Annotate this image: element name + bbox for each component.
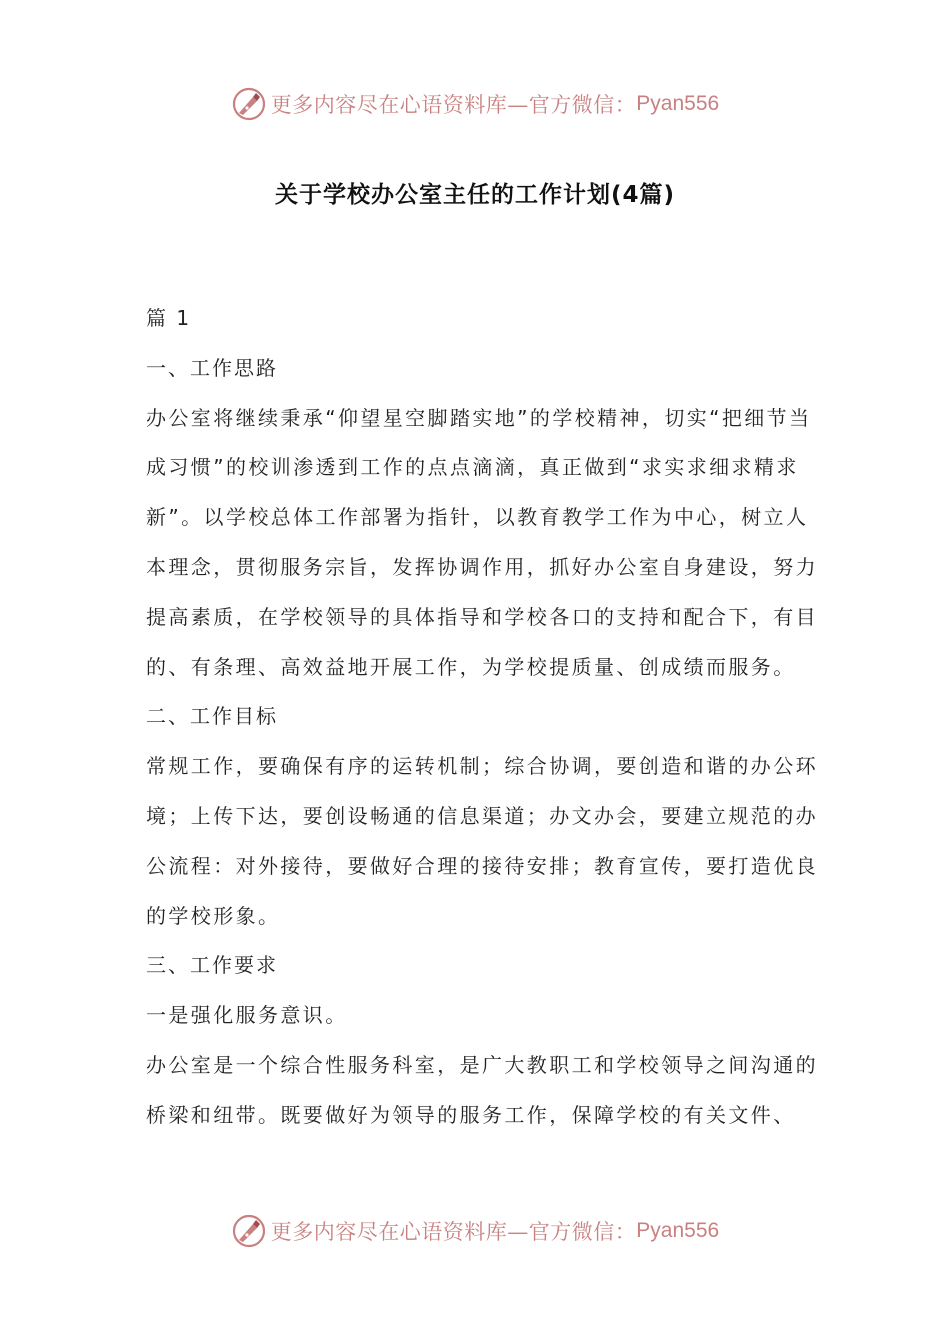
pen-nib-logo-icon: [231, 86, 267, 122]
banner-text: 更多内容尽在心语资料库—官方微信：: [270, 93, 637, 117]
section-1-heading: 一、工作思路: [146, 355, 278, 380]
part-label: 篇 1: [146, 306, 192, 330]
section-3-subheading-1: 一是强化服务意识。: [146, 1003, 348, 1028]
section-1-paragraph: 办公室将继续秉承“仰望星空脚踏实地”的学校精神，切实“把细节当成习惯”的校训渗透到工作的点点滴滴，真正做到“求实求细求精求新”。以学校总体工作部署为指针，以教育教学工作为中心，树立人本理念，贯彻服务宗旨，发挥协调作用，抓好办公室自身建设，努力提高素质，在学校领导的具体指导和学校各口的支持和配合下，有目的、有条理、高效益地开展工作，为学校提质量、创成绩而服务。: [146, 405, 818, 679]
section-2-paragraph: 常规工作，要确保有序的运转机制；综合协调，要创造和谐的办公环境；上传下达，要创设畅通的信息渠道；办文办会，要建立规范的办公流程：对外接待，要做好合理的接待安排；教育宣传，要打造优良的学校形象。: [146, 754, 818, 928]
banner-wechat-id: Pyan556: [636, 92, 720, 115]
section-3-heading: 三、工作要求: [146, 953, 278, 978]
banner-wechat-id: Pyan556: [636, 1219, 720, 1242]
header-watermark-banner: [0, 82, 950, 126]
section-3-paragraph-1: 办公室是一个综合性服务科室，是广大教职工和学校领导之间沟通的桥梁和纽带。既要做好为领导的服务工作，保障学校的有关文件、: [146, 1052, 818, 1127]
section-2-heading: 二、工作目标: [146, 704, 278, 729]
banner-text: 更多内容尽在心语资料库—官方微信：: [270, 1220, 637, 1244]
document-title: 关于学校办公室主任的工作计划(4篇): [274, 182, 676, 208]
pen-nib-logo-icon: [231, 1213, 267, 1249]
footer-watermark-banner: [0, 1209, 950, 1253]
document-body: [146, 294, 826, 1141]
